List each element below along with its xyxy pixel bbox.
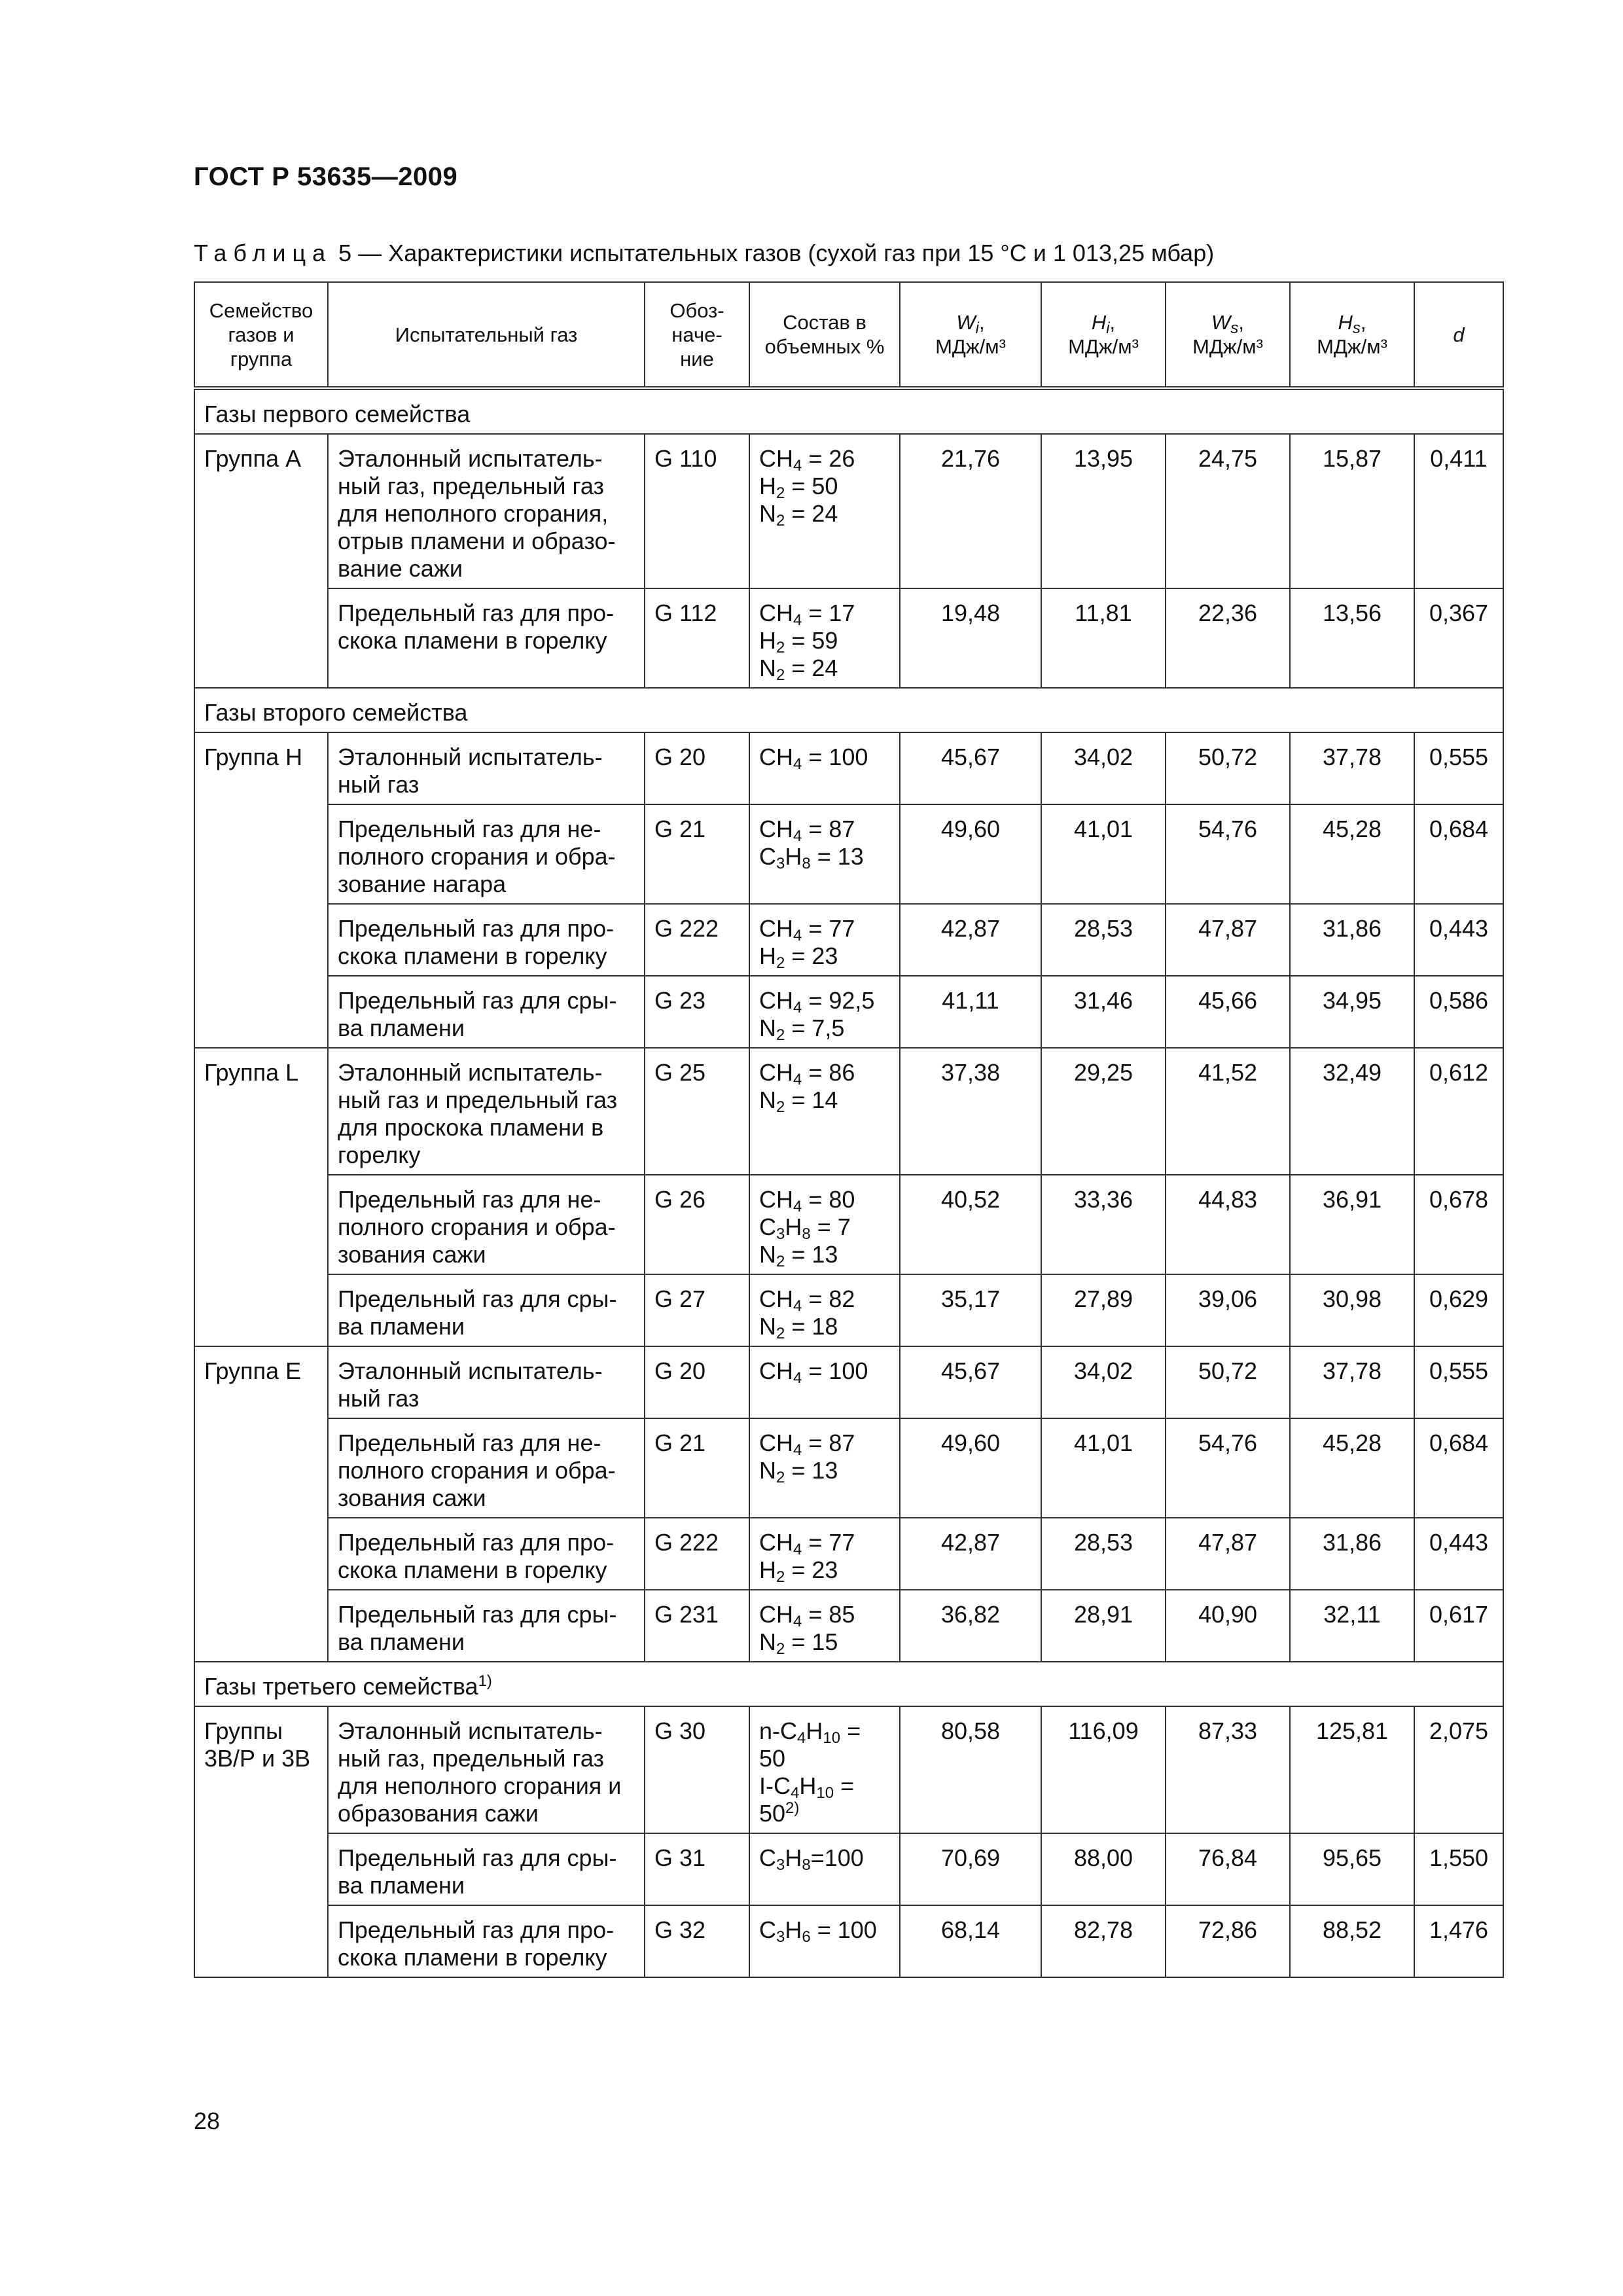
composition: $CH_4 = 92,5$ $N_2 = 7,5$ [749,976,900,1048]
value-hi: 27,89 [1041,1274,1166,1346]
value-ws: 50,72 [1166,1346,1290,1418]
value-hi: 28,91 [1041,1590,1166,1662]
gas-description: Предельный газ для про- скока пламени в горелку [328,904,645,976]
table-row [194,1590,1503,1662]
group-cell [194,1905,328,1977]
value-wi: 40,52 [900,1175,1041,1274]
gas-code: G 32 [645,1905,749,1977]
value-d: 0,684 [1414,804,1503,904]
header-family: Семейство газов и группа [194,282,328,388]
value-d: 0,678 [1414,1175,1503,1274]
group-label: Группа Н [194,732,328,804]
value-wi: 68,14 [900,1905,1041,1977]
gas-description: Предельный газ для про- скока пламени в горелку [328,1905,645,1977]
value-ws: 47,87 [1166,1518,1290,1590]
page-number: 28 [194,2108,221,2134]
table-row [194,1048,1503,1175]
gas-description: Предельный газ для не- полного сгорания и обра- зования сажи [328,1175,645,1274]
table-row [194,1833,1503,1905]
value-wi: 35,17 [900,1274,1041,1346]
value-wi: 42,87 [900,1518,1041,1590]
table-row [194,1518,1503,1590]
composition: $CH_4 = 80$ $C_3H_8 = 7$ $N_2 = 13$ [749,1175,900,1274]
table-row [194,1175,1503,1274]
value-ws: 45,66 [1166,976,1290,1048]
value-hi: 116,09 [1041,1706,1166,1833]
header-wi: $W_i$, МДж/м³ [900,282,1041,388]
table-header-row [194,282,1503,388]
value-hi: 28,53 [1041,904,1166,976]
value-hs: 88,52 [1290,1905,1414,1977]
gas-description: Предельный газ для сры- ва пламени [328,1590,645,1662]
header-code: Обоз- наче- ние [645,282,749,388]
gas-description: Эталонный испытатель- ный газ [328,732,645,804]
group-label: Группа А [194,434,328,588]
gas-code: G 21 [645,1418,749,1518]
gas-code: G 112 [645,588,749,688]
group-cell [194,588,328,688]
value-hi: 11,81 [1041,588,1166,688]
composition: $CH_4 = 85$ $N_2 = 15$ [749,1590,900,1662]
value-ws: 39,06 [1166,1274,1290,1346]
composition: $C_3H_8=100$ [749,1833,900,1905]
value-ws: 72,86 [1166,1905,1290,1977]
value-wi: 41,11 [900,976,1041,1048]
group-label: Группы 3В/Р и 3В [194,1706,328,1833]
value-wi: 45,67 [900,1346,1041,1418]
composition: $CH_4 = 26$ $H_2 = 50$ $N_2 = 24$ [749,434,900,588]
group-label: Группа L [194,1048,328,1175]
table-caption-word: Таблица [194,240,332,266]
table-caption-text: 5 — Характеристики испытательных газов (сухой газ при 15 °С и 1 013,25 мбар) [332,240,1215,266]
value-ws: 76,84 [1166,1833,1290,1905]
value-d: 0,617 [1414,1590,1503,1662]
composition: $CH_4 = 100$ [749,1346,900,1418]
gas-code: G 23 [645,976,749,1048]
header-ws: $W_s$, МДж/м³ [1166,282,1290,388]
gas-code: G 20 [645,732,749,804]
value-hs: 125,81 [1290,1706,1414,1833]
value-ws: 40,90 [1166,1590,1290,1662]
value-wi: 70,69 [900,1833,1041,1905]
value-hs: 45,28 [1290,804,1414,904]
composition: $CH_4 = 82$ $N_2 = 18$ [749,1274,900,1346]
value-ws: 54,76 [1166,804,1290,904]
gas-code: G 231 [645,1590,749,1662]
value-hi: 34,02 [1041,1346,1166,1418]
value-d: 0,612 [1414,1048,1503,1175]
value-ws: 87,33 [1166,1706,1290,1833]
table-row [194,976,1503,1048]
gas-description: Предельный газ для не- полного сгорания и обра- зования сажи [328,1418,645,1518]
value-hs: 37,78 [1290,732,1414,804]
value-hi: 88,00 [1041,1833,1166,1905]
value-ws: 41,52 [1166,1048,1290,1175]
section-row-third-family [194,1662,1503,1706]
group-cell [194,1518,328,1590]
group-cell [194,1175,328,1274]
value-wi: 45,67 [900,732,1041,804]
value-hs: 34,95 [1290,976,1414,1048]
section-label: Газы первого семейства [194,388,1503,434]
value-hi: 33,36 [1041,1175,1166,1274]
composition: $C_3H_6 = 100$ [749,1905,900,1977]
value-hs: 36,91 [1290,1175,1414,1274]
gas-description: Предельный газ для про- скока пламени в горелку [328,1518,645,1590]
value-d: 0,629 [1414,1274,1503,1346]
value-d: 1,550 [1414,1833,1503,1905]
value-hi: 34,02 [1041,732,1166,804]
composition: $n-C_4H_{10}$ = 50 $I-C_4H_{10}$ = $50^{2)}$ [749,1706,900,1833]
value-d: 0,411 [1414,434,1503,588]
gas-description: Предельный газ для сры- ва пламени [328,976,645,1048]
value-ws: 47,87 [1166,904,1290,976]
group-cell [194,804,328,904]
value-ws: 54,76 [1166,1418,1290,1518]
value-wi: 19,48 [900,588,1041,688]
value-d: 0,586 [1414,976,1503,1048]
value-hs: 13,56 [1290,588,1414,688]
value-hs: 32,11 [1290,1590,1414,1662]
footnote-mark: 1) [478,1672,492,1690]
table-row [194,804,1503,904]
group-cell [194,1833,328,1905]
gas-code: G 27 [645,1274,749,1346]
value-hi: 31,46 [1041,976,1166,1048]
gas-description: Предельный газ для сры- ва пламени [328,1833,645,1905]
gas-description: Предельный газ для не- полного сгорания и обра- зование нагара [328,804,645,904]
composition: $CH_4 = 100$ [749,732,900,804]
value-ws: 50,72 [1166,732,1290,804]
section-label: Газы второго семейства [194,688,1503,732]
value-wi: 21,76 [900,434,1041,588]
value-wi: 80,58 [900,1706,1041,1833]
value-wi: 49,60 [900,1418,1041,1518]
value-wi: 36,82 [900,1590,1041,1662]
group-cell [194,1590,328,1662]
gas-code: G 21 [645,804,749,904]
table-row [194,1346,1503,1418]
value-hi: 28,53 [1041,1518,1166,1590]
value-wi: 42,87 [900,904,1041,976]
gas-code: G 222 [645,1518,749,1590]
value-hs: 15,87 [1290,434,1414,588]
gas-description: Эталонный испытатель- ный газ и предельный газ для проскока пламени в горелку [328,1048,645,1175]
value-hi: 41,01 [1041,1418,1166,1518]
header-composition: Состав в объемных % [749,282,900,388]
gas-characteristics-table [194,281,1504,1978]
value-hs: 37,78 [1290,1346,1414,1418]
composition: $CH_4 = 77$ $H_2 = 23$ [749,904,900,976]
section-label: Газы третьего семейства$^{1)}$ [194,1662,1503,1706]
header-hs: $H_s$, МДж/м³ [1290,282,1414,388]
section-row-second-family [194,688,1503,732]
value-d: 0,555 [1414,732,1503,804]
table-row [194,1274,1503,1346]
value-hi: 29,25 [1041,1048,1166,1175]
group-cell [194,976,328,1048]
table-row [194,588,1503,688]
value-d: 0,367 [1414,588,1503,688]
gas-code: G 20 [645,1346,749,1418]
header-hi: $H_i$, МДж/м³ [1041,282,1166,388]
table-row [194,1418,1503,1518]
composition: $CH_4 = 87$ $C_3H_8 = 13$ [749,804,900,904]
table-row [194,434,1503,588]
group-cell [194,904,328,976]
value-hi: 41,01 [1041,804,1166,904]
group-cell [194,1274,328,1346]
value-wi: 37,38 [900,1048,1041,1175]
composition: $CH_4 = 87$ $N_2 = 13$ [749,1418,900,1518]
gas-description: Эталонный испытатель- ный газ [328,1346,645,1418]
value-hs: 31,86 [1290,904,1414,976]
gas-description: Эталонный испытатель- ный газ, предельный газ для неполного сгорания и образования сажи [328,1706,645,1833]
document-header: ГОСТ Р 53635—2009 [194,162,458,191]
header-d: d [1414,282,1503,388]
value-d: 0,443 [1414,904,1503,976]
gas-description: Предельный газ для сры- ва пламени [328,1274,645,1346]
gas-code: G 30 [645,1706,749,1833]
gas-description: Предельный газ для про- скока пламени в горелку [328,588,645,688]
value-hs: 45,28 [1290,1418,1414,1518]
gas-description: Эталонный испытатель- ный газ, предельный газ для неполного сгорания, отрыв пламени и образо- вание сажи [328,434,645,588]
gas-code: G 25 [645,1048,749,1175]
composition: $CH_4 = 17$ $H_2 = 59$ $N_2 = 24$ [749,588,900,688]
value-wi: 49,60 [900,804,1041,904]
value-d: 0,684 [1414,1418,1503,1518]
section-row-first-family [194,388,1503,434]
value-d: 0,555 [1414,1346,1503,1418]
header-gas: Испытательный газ [328,282,645,388]
group-cell [194,1418,328,1518]
value-ws: 24,75 [1166,434,1290,588]
gas-code: G 222 [645,904,749,976]
value-hs: 30,98 [1290,1274,1414,1346]
table-row [194,732,1503,804]
composition: $CH_4 = 77$ $H_2 = 23$ [749,1518,900,1590]
group-label: Группа Е [194,1346,328,1418]
value-hs: 31,86 [1290,1518,1414,1590]
value-d: 0,443 [1414,1518,1503,1590]
value-d: 2,075 [1414,1706,1503,1833]
gas-code: G 110 [645,434,749,588]
table-row [194,1905,1503,1977]
value-ws: 22,36 [1166,588,1290,688]
value-hs: 95,65 [1290,1833,1414,1905]
table-row [194,1706,1503,1833]
gas-code: G 31 [645,1833,749,1905]
composition: $CH_4 = 86$ $N_2 = 14$ [749,1048,900,1175]
value-ws: 44,83 [1166,1175,1290,1274]
value-hi: 13,95 [1041,434,1166,588]
table-row [194,904,1503,976]
value-hs: 32,49 [1290,1048,1414,1175]
gas-code: G 26 [645,1175,749,1274]
table-caption [194,240,1214,267]
value-hi: 82,78 [1041,1905,1166,1977]
value-d: 1,476 [1414,1905,1503,1977]
